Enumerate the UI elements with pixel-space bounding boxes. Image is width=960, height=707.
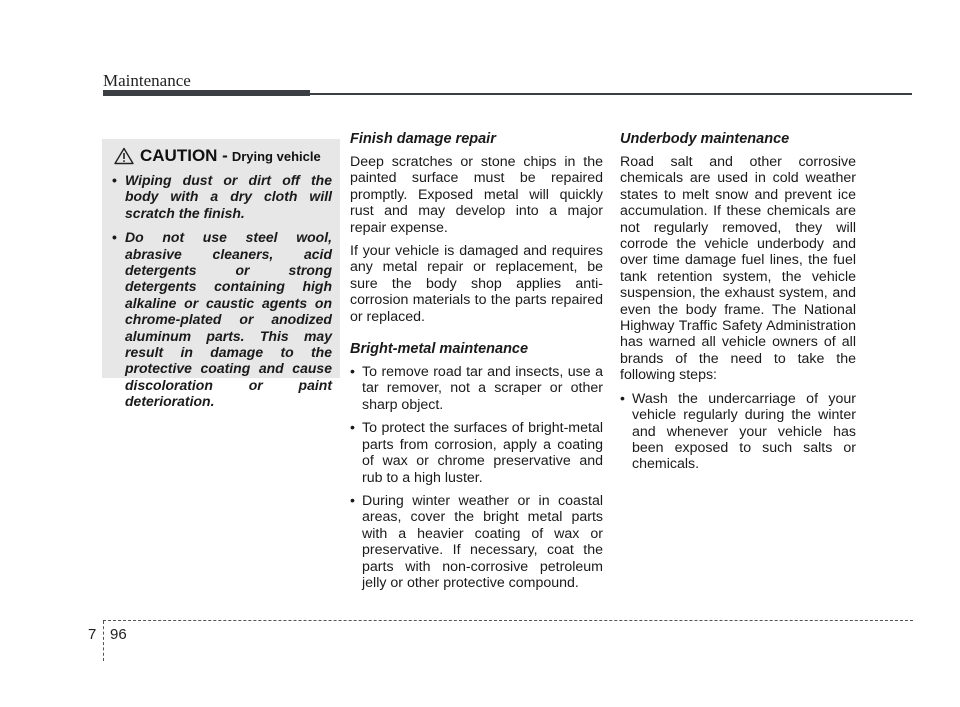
footer-rule (103, 620, 913, 621)
list-item: • Wash the undercarriage of your vehicle regularly during the winter and whenever your vehicle has been exposed to such salts or chemicals. (620, 391, 856, 473)
underbody-title: Underbody maintenance (620, 131, 790, 147)
header-rule-thin (310, 93, 912, 95)
bright-metal-list (350, 364, 603, 591)
caution-item: • Do not use steel wool, abrasive cleaners, acid detergents or strong detergents containing high alkaline or caustic agents on chrome-plated or anodized aluminum parts. This may result in damage to the protective coating and cause discoloration or paint deterioration. (112, 229, 332, 409)
chapter-number: 7 (88, 626, 97, 643)
list-item: • To protect the surfaces of bright-metal parts from corrosion, apply a coating of wax or chrome preservative and rub to a high luster. (350, 420, 603, 486)
underbody-list (620, 391, 856, 473)
footer-divider (103, 621, 104, 661)
header-rule-thick (103, 90, 310, 96)
caution-label: CAUTION - (140, 146, 228, 165)
finish-damage-title: Finish damage repair (350, 131, 496, 147)
finish-damage-paragraph: If your vehicle is damaged and requires any metal repair or replacement, be sure the body shop applies anti-corrosion materials to the parts repaired or replaced. (350, 243, 603, 325)
page-number: 96 (110, 626, 127, 643)
list-item: • During winter weather or in coastal areas, cover the bright metal parts with a heavier coating of wax or preservative. If necessary, coat the parts with non-corrosive petroleum jelly or other protective compound. (350, 493, 603, 591)
caution-item: • Wiping dust or dirt off the body with a dry cloth will scratch the finish. (112, 172, 332, 221)
caution-list (112, 172, 332, 410)
column-middle (350, 131, 603, 598)
caution-box (102, 139, 340, 410)
list-item: • To remove road tar and insects, use a tar remover, not a scraper or other sharp object. (350, 364, 603, 413)
caution-subtitle: Drying vehicle (231, 148, 321, 164)
warning-triangle-icon (114, 147, 134, 165)
underbody-paragraph: Road salt and other corrosive chemicals are used in cold weather states to melt snow and prevent ice accumulation. If these chemicals are not regularly removed, they will corrode the vehicle underbody and over time damage fuel lines, the fuel tank retention system, the vehicle suspension, the exhaust system, and even the body frame. The National Highway Traffic Safety Administration has warned all vehicle owners of all brands of the need to take the following steps: (620, 154, 856, 384)
bright-metal-title: Bright-metal maintenance (350, 341, 529, 358)
column-right (620, 131, 856, 480)
section-header: Maintenance (103, 71, 191, 90)
finish-damage-paragraph: Deep scratches or stone chips in the painted surface must be repaired promptly. Exposed metal will quickly rust and may develop into a major repair expense. (350, 154, 603, 236)
caution-header (114, 143, 332, 169)
